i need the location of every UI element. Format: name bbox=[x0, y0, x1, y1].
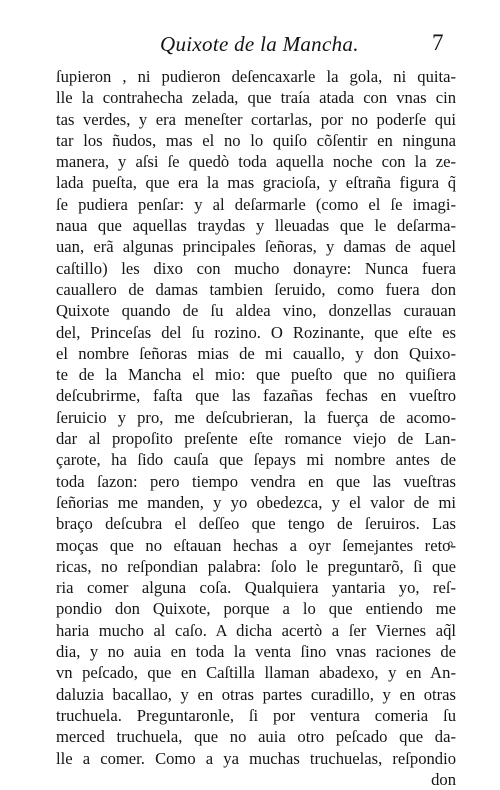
body-text bbox=[56, 66, 456, 790]
text-line: ſeruicio y pro, me deſcubrieran, la fuerça de acomo- bbox=[56, 407, 456, 427]
text-line: haria mucho al caſo. A dicha acertò a ſer Viernes aq̃l bbox=[56, 620, 456, 640]
text-line: truchuela. Preguntaronle, ſi por ventura comeria ſu bbox=[56, 705, 456, 725]
text-line: braço deſcubra el deſſeo que tengo de ſeruiros. Las bbox=[56, 514, 456, 534]
text-line: ricas, no reſpondian palabra: ſolo le preguntarõ, ſi que bbox=[56, 556, 456, 576]
catchword: don bbox=[431, 769, 456, 789]
text-line: ria comer alguna coſa. Qualquiera yantaria yo, reſ- bbox=[56, 578, 456, 598]
text-line: Quixote quando de ſu aldea vino, donzellas curauan bbox=[56, 301, 456, 321]
text-line: pondio don Quixote, porque a lo que entiendo me bbox=[56, 599, 456, 619]
text-line: dar al propoſito preſente eſte romance viejo de Lan- bbox=[56, 429, 456, 449]
text-line: ſeñorias me manden, y yo obedezca, y el valor de mi bbox=[56, 492, 456, 512]
text-line: vn peſcado, que en Caſtilla llaman abadexo, y en An- bbox=[56, 663, 456, 683]
page-number: 7 bbox=[432, 30, 444, 55]
text-line: toda ſazon: pero tiempo vendra en que las vueſtras bbox=[56, 471, 456, 491]
text-line: manera, y aſsi ſe quedò toda aquella noche con la ze- bbox=[56, 152, 456, 172]
text-line: caſtillo) les dixo con mucho donayre: Nunca fuera bbox=[56, 258, 456, 278]
text-line: te de la Mancha el mio: que pueſto que no quiſiera bbox=[56, 365, 456, 385]
text-line: lada pueſta, que era la mas gracioſa, y eſtraña figura q̃ bbox=[56, 173, 456, 193]
text-line: deſcubrirme, faſta que las fazañas fechas en vueſtro bbox=[56, 386, 456, 406]
text-line: naua que aquellas traydas y lleuadas que le deſarma- bbox=[56, 216, 456, 236]
text-line: cauallero de damas tambien ſeruido, como fuera don bbox=[56, 279, 456, 299]
text-line: çarote, ha ſido cauſa que ſepays mi nombre antes de bbox=[56, 450, 456, 470]
text-line: lle la contrahecha zelada, que traía atada con vnas cin bbox=[56, 88, 456, 108]
text-line: lle a comer. Como a ya muchas truchuelas, reſpondio bbox=[56, 748, 456, 768]
running-title: Quixote de la Mancha. bbox=[160, 32, 359, 56]
text-line: ſupieron , ni pudieron deſencaxarle la gola, ni quita- bbox=[56, 67, 456, 86]
text-line: uan, erã algunas principales ſeñoras, y damas de aquel bbox=[56, 237, 456, 257]
text-line: tas verdes, y era meneſter cortarlas, por no poderſe qui bbox=[56, 109, 456, 129]
text-line: merced truchuela, que no auia otro peſcado que da- bbox=[56, 727, 456, 747]
text-line: moças que no eſtauan hechas a oyr ſemejantes retoͦ- bbox=[56, 535, 456, 555]
text-line: el nombre ſeñoras mias de mi cauallo, y don Quixo- bbox=[56, 343, 456, 363]
text-line: del, Princeſas del ſu rozino. O Rozinante, que eſte es bbox=[56, 322, 456, 342]
text-line: dia, y no auia en toda la venta ſino vnas raciones de bbox=[56, 642, 456, 662]
running-head bbox=[0, 32, 500, 62]
text-line: ſe pudiera penſar: y al deſarmarle (como el ſe imagi- bbox=[56, 194, 456, 214]
text-line: tar los ñudos, mas el no lo quiſo cõſentir en ninguna bbox=[56, 130, 456, 150]
text-line: daluzia bacallao, y en otras partes curadillo, y en otras bbox=[56, 684, 456, 704]
